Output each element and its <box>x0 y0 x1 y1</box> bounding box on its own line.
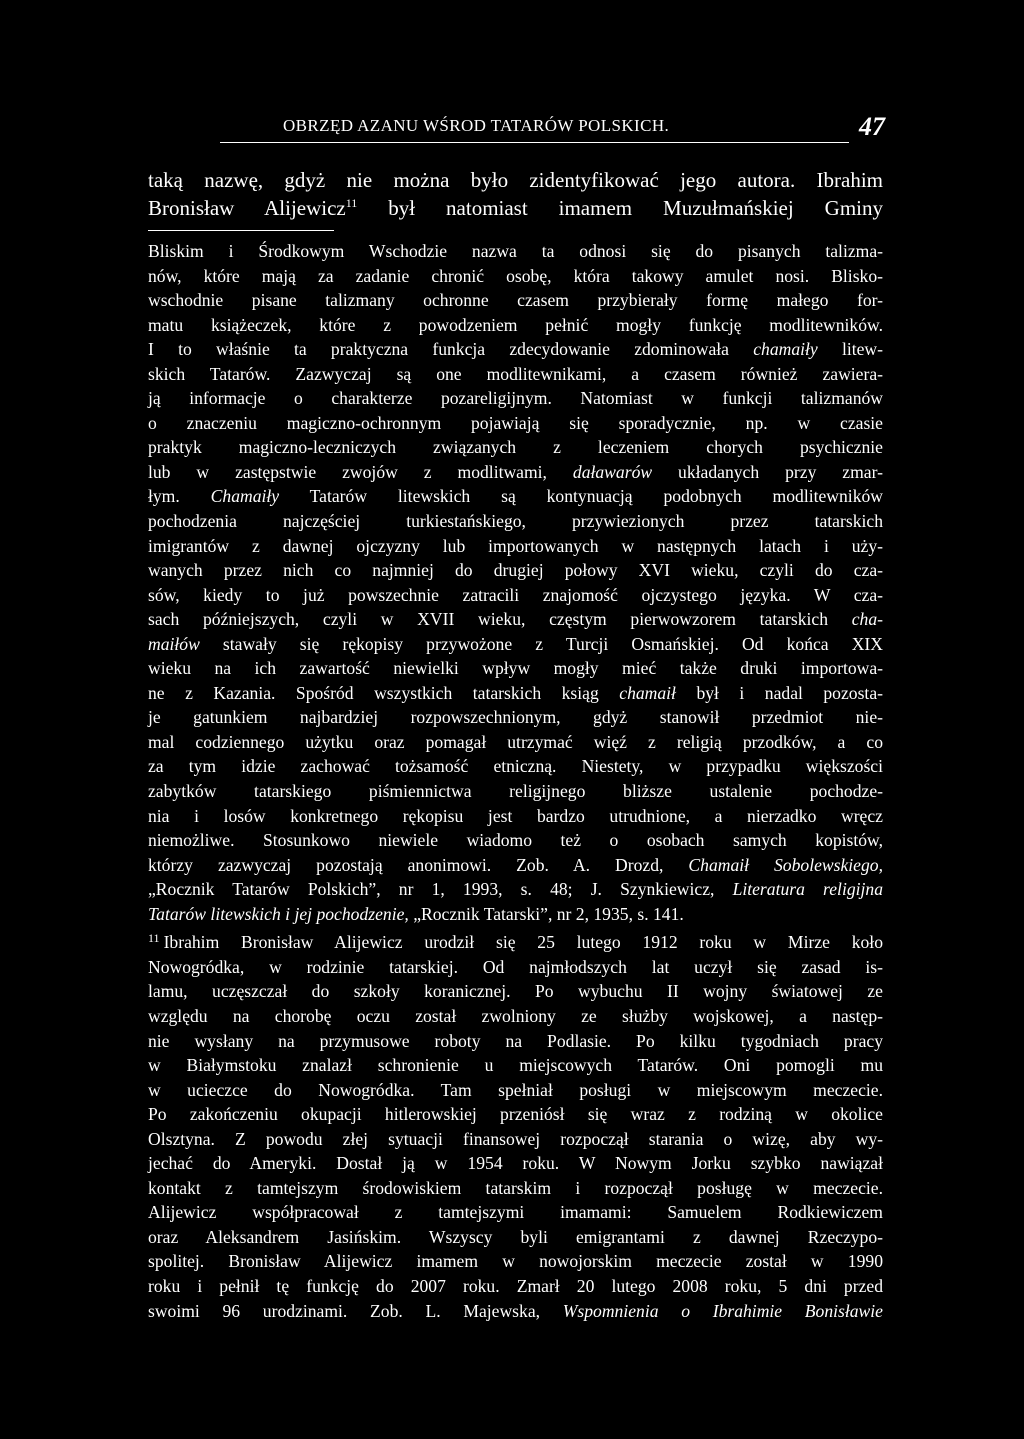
running-title: OBRZĘD AZANU WŚROD TATARÓW POLSKICH. <box>283 116 670 135</box>
footnote-line: niemożliwe. Stosunkowo niewiele wiadomo też o osobach samych kopistów, <box>148 830 883 851</box>
header-rule <box>220 142 849 143</box>
footnote-line: Alijewicz współpracował z tamtejszymi imamami: Samuelem Rodkiewiczem <box>148 1202 883 1223</box>
footnote-line: Nowogródka, w rodzinie tatarskiej. Od najmłodszych lat uczył się zasad is- <box>148 956 883 977</box>
footnote-separator <box>148 230 334 231</box>
text-line: taką nazwę, gdyż nie można było zidentyfikować jego autora. Ibrahim <box>148 168 883 192</box>
footnote-line: Po zakończeniu okupacji hitlerowskiej przeniósł się wraz z rodziną w okolice <box>148 1104 883 1125</box>
footnote-line: praktyk magiczno-leczniczych związanych z leczeniem chorych psychicznie <box>148 437 883 458</box>
footnote-line: mal codziennego użytku oraz pomagał utrzymać więź z religią przodków, a co <box>148 731 883 752</box>
footnote-line: którzy zazwyczaj pozostają anonimowi. Zob. A. Drozd, Chamaił Sobolewskiego, <box>148 854 883 875</box>
footnote-number: 11 <box>148 931 160 946</box>
footnote-line: ją informacje o charakterze pozareligijnym. Natomiast w funkcji talizmanów <box>148 388 883 409</box>
footnote-line: matu książeczek, które z powodzeniem pełnić mogły funkcję modlitewników. <box>148 314 883 335</box>
footnote-line: $^{11}$ Ibrahim Bronisław Alijewicz urodził się 25 lutego 1912 roku w Mirze koło <box>148 931 883 953</box>
footnote-line: w Białymstoku znalazł schronienie u miejscowych Tatarów. Oni pomogli mu <box>148 1055 883 1076</box>
footnote-line: je gatunkiem najbardziej rozpowszechnionym, gdyż stanowił przedmiot nie- <box>148 707 883 728</box>
footnote-line: w ucieczce do Nowogródka. Tam spełniał posługi w miejscowym meczecie. <box>148 1079 883 1100</box>
footnote-line: wanych przez nich co najmniej do drugiej połowy XVI wieku, czyli do cza- <box>148 560 883 581</box>
main-text <box>148 166 883 222</box>
footnote-line: sów, kiedy to już powszechnie zatracili znajomość ojczystego języka. W cza- <box>148 584 883 605</box>
footnote-line: imigrantów z dawnej ojczyzny lub importowanych w następnych latach i uży- <box>148 535 883 556</box>
footnote-line: łym. Chamaiły Tatarów litewskich są kontynuacją podobnych modlitewników <box>148 486 883 507</box>
footnote-line: względu na chorobę oczu został zwolniony ze służby wojskowej, a następ- <box>148 1005 883 1026</box>
footnote-line: spolitej. Bronisław Alijewicz imamem w nowojorskim meczecie został w 1990 <box>148 1251 883 1272</box>
footnote-line: oraz Aleksandrem Jasińskim. Wszyscy byli emigrantami z dawnej Rzeczypo- <box>148 1226 883 1247</box>
footnote-line: nia i losów konkretnego rękopisu jest bardzo utrudnione, a nierzadko wręcz <box>148 805 883 826</box>
page-number: 47 <box>859 112 885 141</box>
footnote-line: skich Tatarów. Zazwyczaj są one modlitewnikami, a czasem również zawiera- <box>148 363 883 384</box>
footnote-line: o znaczeniu magiczno-ochronnym pojawiają się sporadycznie, np. w czasie <box>148 412 883 433</box>
footnote-line: kontakt z tamtejszym środowiskiem tatarskim i rozpoczął posługę w meczecie. <box>148 1177 883 1198</box>
footnote-line: ne z Kazania. Spośród wszystkich tatarskich ksiąg chamaił był i nadal pozosta- <box>148 682 883 703</box>
footnote-line: nie wysłany na przymusowe roboty na Podlasie. Po kilku tygodniach pracy <box>148 1030 883 1051</box>
footnote-line: wschodnie pisane talizmany ochronne czasem przybierały formę małego for- <box>148 290 883 311</box>
footnote-reference-11[interactable]: 11 <box>345 196 358 210</box>
footnote-line: lamu, uczęszczał do szkoły koranicznej. Po wybuchu II wojny światowej ze <box>148 981 883 1002</box>
footnote-line: „Rocznik Tatarów Polskich”, nr 1, 1993, s. 48; J. Szynkiewicz, Literatura religijna <box>148 879 884 900</box>
text-line: Bronisław Alijewicz$^{11}$ był natomiast imamem Muzułmańskiej Gminy <box>148 196 883 220</box>
footnote-line: Tatarów litewskich i jej pochodzenie, „Rocznik Tatarski”, nr 2, 1935, s. 141. <box>148 903 684 924</box>
footnote-line: Olsztyna. Z powodu złej sytuacji finansowej rozpoczął starania o wizę, aby wy- <box>148 1128 883 1149</box>
footnotes <box>148 239 883 1323</box>
footnote-line: maiłów stawały się rękopisy przywożone z Turcji Osmańskiej. Od końca XIX <box>148 633 883 654</box>
footnote-11 <box>148 926 883 1323</box>
footnote-line: nów, które mają za zadanie chronić osobę, która takowy amulet nosi. Blisko- <box>148 265 883 286</box>
footnote-line: sach późniejszych, czyli w XVII wieku, częstym pierwowzorem tatarskich cha- <box>148 609 883 630</box>
footnote-line: roku i pełnił tę funkcję do 2007 roku. Zmarł 20 lutego 2008 roku, 5 dni przed <box>148 1275 883 1296</box>
footnote-line: jechać do Ameryki. Dostał ją w 1954 roku. W Nowym Jorku szybko nawiązał <box>148 1153 883 1174</box>
page <box>148 112 883 1323</box>
footnote-line: za tym idzie zachować tożsamość etniczną. Niestety, w przypadku większości <box>148 756 883 777</box>
footnote-line: pochodzenia najczęściej turkiestańskiego, przywiezionych przez tatarskich <box>148 511 883 532</box>
footnote-line: wieku na ich zawartość niewielki wpływ mogły mieć także druki importowa- <box>148 658 883 679</box>
running-header <box>148 112 883 150</box>
footnote-line: lub w zastępstwie zwojów z modlitwami, daławarów układanych przy zmar- <box>148 461 883 482</box>
footnote-line: swoimi 96 urodzinami. Zob. L. Majewska, Wspomnienia o Ibrahimie Bonisławie <box>148 1300 883 1321</box>
footnote-line: I to właśnie ta praktyczna funkcja zdecydowanie zdominowała chamaiły litew- <box>148 339 883 360</box>
footnote-continuation <box>148 239 883 926</box>
footnote-line: Bliskim i Środkowym Wschodzie nazwa ta odnosi się do pisanych talizma- <box>148 241 883 261</box>
footnote-line: zabytków tatarskiego piśmiennictwa religijnego bliższe ustalenie pochodze- <box>148 781 883 802</box>
